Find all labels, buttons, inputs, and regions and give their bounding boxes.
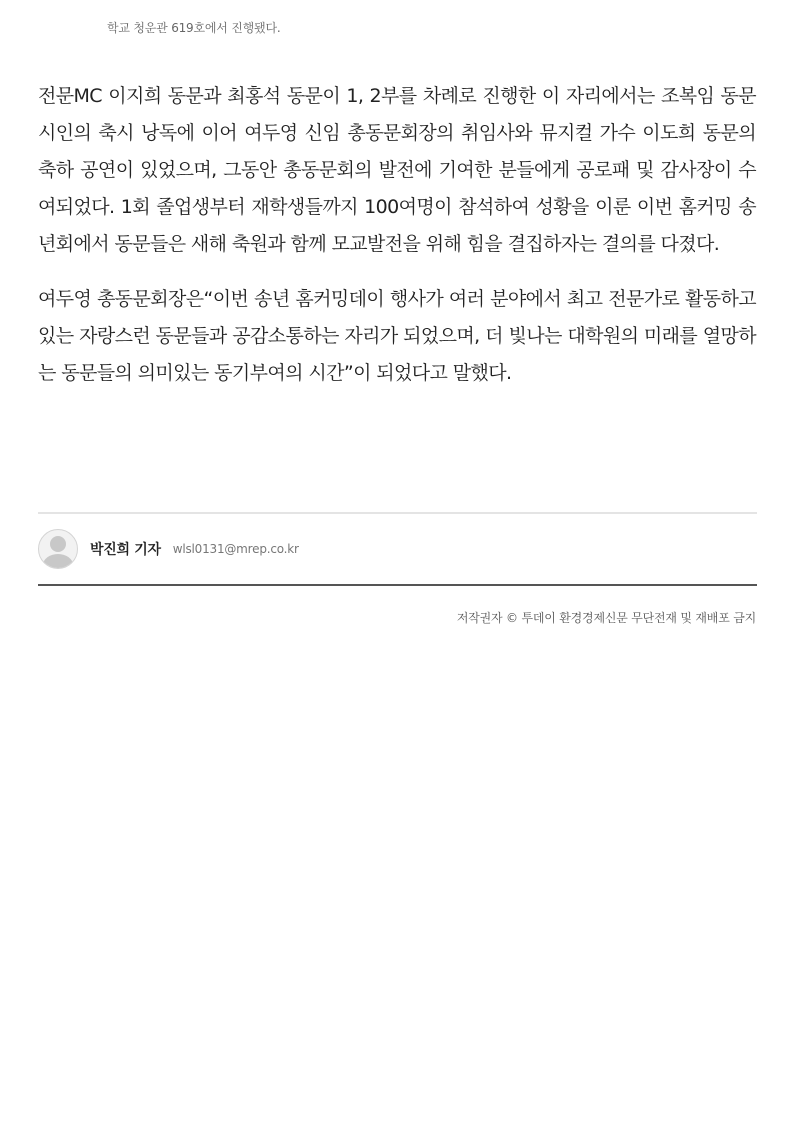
copyright-notice: 저작권자 © 투데이 환경경제신문 무단전재 및 재배포 금지	[456, 611, 756, 625]
author-email[interactable]: wlsl0131@mrep.co.kr	[172, 542, 299, 556]
byline-top-divider	[38, 512, 757, 514]
article-paragraph: 여두영 총동문회장은“이번 송년 홈커밍데이 행사가 여러 분야에서 최고 전문가로 활동하고 있는 자랑스런 동문들과 공감소통하는 자리가 되었으며, 더 빛나는 대학원의 미래를 열망하는 동문들의 의미있는 동기부여의 시간”이 되었다고 말했다.	[38, 288, 756, 384]
article-paragraph: 전문MC 이지희 동문과 최홍석 동문이 1, 2부를 차례로 진행한 이 자리에서는 조복임 동문시인의 축시 낭독에 이어 여두영 신임 총동문회장의 취임사와 뮤지컬 가수 이도희 동문의 축하 공연이 있었으며, 그동안 총동문회의 발전에 기여한 분들에게 공로패 및 감사장이 수여되었다. 1회 졸업생부터 재학생들까지 100여명이 참석하여 성황을 이룬 이번 홈커밍 송년회에서 동문들은 새해 축원과 함께 모교발전을 위해 힘을 결집하자는 결의를 다졌다.	[38, 85, 756, 255]
photo-caption: 학교 청운관 619호에서 진행됐다.	[107, 21, 281, 35]
user-avatar-icon	[38, 529, 78, 569]
article-body	[38, 78, 756, 410]
author-byline	[38, 528, 299, 570]
author-name[interactable]: 박진희 기자	[90, 542, 161, 558]
byline-bottom-divider	[38, 584, 757, 586]
